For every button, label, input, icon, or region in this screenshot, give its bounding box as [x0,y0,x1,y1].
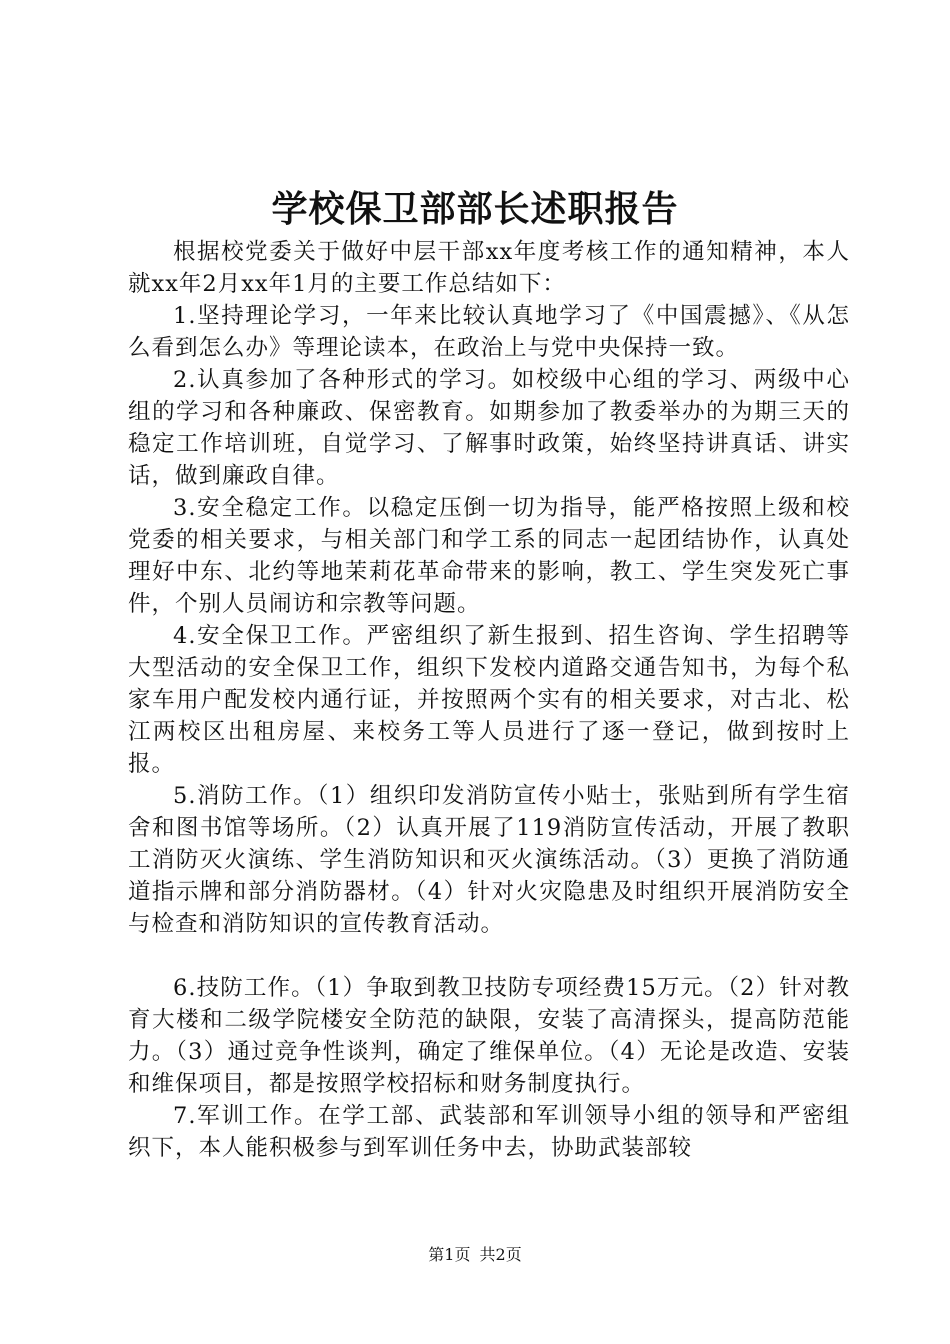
paragraph-learning: 2.认真参加了各种形式的学习。如校级中心组的学习、两级中心组的学习和各种廉政、保密教育。如期参加了教委举办的为期三天的稳定工作培训班，自觉学习、了解事时政策，始终坚持讲真话、讲实话，做到廉政自律。 [128,367,850,489]
page-number: 第1页 [428,1245,471,1264]
paragraph-military-training: 7.军训工作。在学工部、武装部和军训领导小组的领导和严密组织下，本人能积极参与到军训任务中去，协助武装部较 [128,1103,850,1161]
paragraph-tech-defense: 6.技防工作。（1）争取到教卫技防专项经费15万元。（2）针对教育大楼和二级学院楼安全防范的缺限，安装了高清探头，提高防范能力。（3）通过竞争性谈判，确定了维保单位。（4）无论是改造、安装和维保项目，都是按照学校招标和财务制度执行。 [128,975,850,1097]
document-title: 学校保卫部部长述职报告 [271,188,679,230]
page-total: 共2页 [479,1245,522,1264]
paragraph-theory-study: 1.坚持理论学习，一年来比较认真地学习了《中国震撼》、《从怎么看到怎么办》等理论读本，在政治上与党中央保持一致。 [128,303,850,361]
paragraph-fire-safety: 5.消防工作。（1）组织印发消防宣传小贴士，张贴到所有学生宿舍和图书馆等场所。（2）认真开展了119消防宣传活动，开展了教职工消防灭火演练、学生消防知识和灭火演练活动。（3）更换了消防通道指示牌和部分消防器材。（4）针对火灾隐患及时组织开展消防安全与检查和消防知识的宣传教育活动。 [128,783,850,937]
document-body [128,236,850,1164]
paragraph-intro: 根据校党委关于做好中层干部xx年度考核工作的通知精神，本人就xx年2月xx年1月的主要工作总结如下： [128,239,850,297]
paragraph-security: 4.安全保卫工作。严密组织了新生报到、招生咨询、学生招聘等大型活动的安全保卫工作，组织下发校内道路交通告知书，为每个私家车用户配发校内通行证，并按照两个实有的相关要求，对古北、松江两校区出租房屋、来校务工等人员进行了逐一登记，做到按时上报。 [128,623,850,777]
paragraph-stability: 3.安全稳定工作。以稳定压倒一切为指导，能严格按照上级和校党委的相关要求，与相关部门和学工系的同志一起团结协作，认真处理好中东、北约等地茉莉花革命带来的影响，教工、学生突发死亡事件，个别人员闹访和宗教等问题。 [128,495,850,617]
page-footer [0,1245,950,1265]
